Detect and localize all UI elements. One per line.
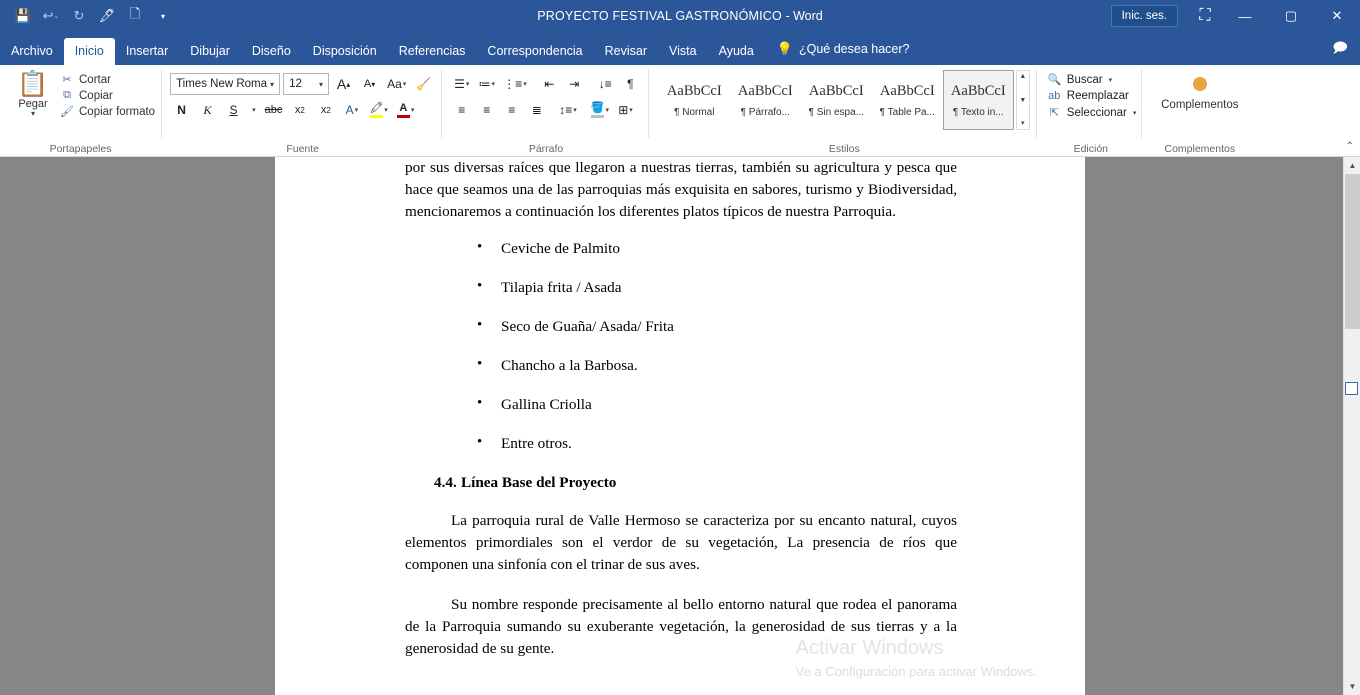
maximize-button[interactable]: ▢ — [1284, 8, 1298, 23]
clipboard-commands — [60, 69, 155, 118]
increase-indent-icon[interactable]: ⇥ — [569, 77, 580, 91]
style-texto-independiente[interactable] — [943, 70, 1014, 130]
ribbon — [0, 65, 1360, 157]
align-right-icon[interactable]: ≡ — [508, 103, 516, 117]
document-page[interactable] — [275, 157, 1085, 695]
scroll-down-icon[interactable]: ▼ — [1344, 678, 1360, 695]
group-estilos — [649, 65, 1036, 157]
tab-archivo[interactable]: Archivo — [11, 43, 53, 58]
quick-access-toolbar — [0, 4, 176, 28]
gallery-scroll-down-icon[interactable]: ▼ — [1019, 96, 1027, 104]
group-label-fuente: Fuente — [286, 143, 320, 155]
tab-disposicion[interactable]: Disposición — [312, 43, 377, 58]
style-normal[interactable] — [659, 70, 730, 130]
chevron-down-icon: ▾ — [270, 79, 275, 89]
group-label-edicion: Edición — [1073, 143, 1109, 155]
addins-icon — [1193, 77, 1207, 91]
copy-button[interactable] — [60, 89, 155, 102]
group-complementos — [1142, 65, 1258, 157]
addins-button[interactable] — [1148, 69, 1252, 111]
format-painter-label: Copiar formato — [79, 105, 156, 118]
underline-button[interactable]: S — [229, 103, 238, 117]
group-label-estilos: Estilos — [828, 143, 860, 155]
editing-commands — [1047, 69, 1137, 119]
title-bar — [0, 0, 1360, 32]
list-item: • Gallina Criolla — [405, 396, 957, 414]
vertical-scrollbar[interactable] — [1343, 157, 1360, 695]
paragraph-1: La parroquia rural de Valle Hermoso se caracteriza por su encanto natural, cuyos elementos primordiales son el verdor de su vegetación, La presencia de ríos que componen una sinfonía con el trinar de sus aves. — [405, 512, 957, 574]
shading-icon[interactable]: 🪣 ▾ — [588, 99, 612, 121]
font-size-combo[interactable] — [283, 73, 329, 95]
style-label: ¶ Sin espa... — [808, 106, 864, 118]
paste-dropdown-icon[interactable]: ▾ — [30, 109, 35, 118]
copy-icon: ⧉ — [63, 89, 71, 101]
paste-label: Pegar — [18, 98, 48, 110]
comments-icon[interactable]: 🗩 — [1332, 38, 1348, 55]
tab-correspondencia[interactable]: Correspondencia — [487, 43, 583, 58]
superscript-button[interactable]: x 2 — [320, 104, 331, 116]
paste-icon: 📋 — [17, 70, 49, 98]
font-color-button[interactable]: A ▾ — [394, 99, 418, 121]
decrease-indent-icon[interactable]: ⇤ — [544, 77, 555, 91]
align-center-icon[interactable]: ≡ — [483, 103, 491, 117]
tell-me-box[interactable] — [765, 35, 920, 65]
undo-icon[interactable]: ↩ ⌄ — [42, 8, 60, 23]
save-icon[interactable]: 💾 — [14, 8, 32, 23]
underline-dropdown-icon[interactable]: ▾ — [252, 107, 256, 114]
styles-gallery-scroll[interactable] — [1016, 70, 1030, 130]
bullets-icon[interactable]: ☰ ▾ — [454, 77, 470, 91]
style-sin-espaciado[interactable] — [801, 70, 872, 130]
section-heading — [405, 474, 957, 492]
para-row-1 — [450, 73, 642, 95]
list-item: • Ceviche de Palmito — [405, 240, 957, 258]
subscript-button[interactable]: x 2 — [294, 104, 305, 116]
dish-list — [405, 240, 957, 453]
chevron-down-icon: ▾ — [1108, 76, 1113, 84]
para-row-2 — [450, 99, 637, 121]
group-fuente — [162, 65, 441, 157]
style-parrafo[interactable] — [730, 70, 801, 130]
document-area — [0, 157, 1360, 695]
tell-me-label: ¿Qué desea hacer? — [798, 42, 910, 56]
style-preview: AaBbCcI — [666, 82, 722, 99]
borders-icon[interactable]: ⊞ ▾ — [618, 103, 633, 117]
group-parrafo — [442, 65, 648, 157]
window-controls — [1111, 0, 1360, 32]
chevron-down-icon: ▾ — [319, 79, 324, 89]
scrollbar-position-marker[interactable] — [1345, 382, 1358, 395]
sign-in-button[interactable]: Inic. ses. — [1111, 5, 1178, 27]
change-case-button[interactable]: Aa ▾ — [387, 77, 407, 91]
tab-ayuda[interactable]: Ayuda — [718, 43, 754, 58]
tab-dibujar[interactable]: Dibujar — [190, 43, 230, 58]
new-doc-icon[interactable]: 🗋 — [129, 6, 141, 21]
style-label: ¶ Texto in... — [952, 106, 1004, 118]
line-spacing-icon[interactable]: ↕≡ ▾ — [559, 103, 577, 117]
group-portapapeles — [0, 65, 161, 157]
replace-icon: ab — [1048, 90, 1061, 102]
group-edicion — [1037, 65, 1141, 157]
ribbon-tabs — [0, 32, 1360, 65]
style-table-paragraph[interactable] — [872, 70, 943, 130]
redo-icon[interactable]: ↻ — [73, 8, 85, 23]
watermark-line-1: Activar Windows — [795, 637, 944, 659]
heading-text: Línea Base del Proyecto — [461, 474, 617, 492]
paragraph-2: Su nombre responde precisamente al bello entorno natural que rodea el panorama de la Parroquia sumando su exuberante vegetación, la generosidad de sus tierras y a la generosidad de su gente. — [405, 596, 957, 658]
bold-button[interactable]: N — [177, 103, 186, 117]
styles-gallery — [659, 69, 1030, 130]
scroll-up-icon[interactable]: ▲ — [1344, 157, 1360, 174]
lightbulb-icon: 💡 — [776, 41, 793, 56]
format-painter-icon: 🖌 — [60, 106, 74, 118]
multilevel-list-icon[interactable]: ⋮≡ ▾ — [503, 77, 527, 91]
font-size-value: 12 — [289, 78, 302, 90]
heading-number: 4.4. — [434, 474, 457, 492]
font-row-1 — [170, 73, 435, 95]
list-item: • Entre otros. — [405, 435, 957, 453]
align-left-icon[interactable]: ≡ — [458, 103, 466, 117]
paste-button[interactable] — [6, 69, 60, 117]
select-label: Seleccionar — [1066, 106, 1127, 119]
highlight-color-icon[interactable]: 🖍 ▾ — [366, 99, 390, 121]
customize-qat-icon[interactable]: ▾ — [160, 11, 165, 21]
addins-label: Complementos — [1161, 99, 1239, 111]
font-name-value: Times New Roma — [176, 78, 268, 90]
app-name: Word — [793, 9, 823, 23]
tab-vista[interactable]: Vista — [669, 43, 697, 58]
replace-button[interactable] — [1047, 90, 1137, 102]
cut-label: Cortar — [79, 73, 111, 86]
search-icon: 🔍 — [1047, 74, 1062, 86]
gallery-scroll-up-icon[interactable]: ▲ — [1019, 73, 1027, 80]
find-label: Buscar — [1066, 73, 1103, 86]
group-label-complementos: Complementos — [1164, 143, 1236, 155]
touch-mode-icon[interactable]: 🖊 — [98, 8, 116, 23]
show-marks-icon[interactable]: ¶ — [627, 77, 634, 91]
style-preview: AaBbCcI — [808, 82, 864, 99]
list-item: • Tilapia frita / Asada — [405, 279, 957, 297]
scrollbar-thumb[interactable] — [1345, 174, 1360, 329]
style-preview: AaBbCcI — [737, 82, 793, 99]
grow-font-button[interactable]: A ▴ — [336, 76, 351, 92]
close-button[interactable]: ✕ — [1331, 8, 1343, 23]
style-label: ¶ Normal — [674, 106, 715, 118]
justify-icon[interactable]: ≣ — [531, 103, 542, 117]
list-item: • Chancho a la Barbosa. — [405, 357, 957, 375]
tab-revisar[interactable]: Revisar — [604, 43, 647, 58]
tab-inicio[interactable]: Inicio — [64, 38, 115, 66]
text-effects-button[interactable]: A ▾ — [345, 103, 359, 117]
group-label-parrafo: Párrafo — [528, 143, 564, 155]
shrink-font-button[interactable]: A ▾ — [363, 78, 376, 90]
tab-referencias[interactable]: Referencias — [398, 43, 466, 58]
style-label: ¶ Table Pa... — [879, 106, 935, 118]
italic-button[interactable]: K — [203, 102, 212, 117]
style-preview: AaBbCcI — [950, 82, 1006, 99]
copy-label: Copiar — [79, 89, 113, 102]
strikethrough-button[interactable]: abc — [264, 104, 283, 116]
paragraph-top: por sus diversas raíces que llegaron a nuestras tierras, también su agricultura y pesca que hace que seamos una de las parroquias más exquisita en sabores, turismo y Biodiversidad, mencionaremos a continuación los diferentes platos típicos de nuestra Parroquia. — [405, 159, 957, 221]
cut-button[interactable] — [60, 73, 155, 86]
replace-label: Reemplazar — [1066, 90, 1129, 102]
minimize-button[interactable]: — — [1238, 8, 1252, 24]
scissors-icon: ✂ — [62, 74, 72, 86]
font-row-2 — [170, 99, 417, 121]
find-button[interactable] — [1047, 73, 1137, 86]
style-label: ¶ Párrafo... — [740, 106, 790, 118]
sort-icon[interactable]: ↓≡ — [598, 77, 612, 91]
numbering-icon[interactable]: ≔ ▾ — [478, 77, 496, 91]
list-item: • Seco de Guaña/ Asada/ Frita — [405, 318, 957, 336]
font-name-combo[interactable] — [170, 73, 280, 95]
select-button[interactable] — [1047, 106, 1137, 119]
tab-diseno[interactable]: Diseño — [251, 43, 291, 58]
document-title: PROYECTO FESTIVAL GASTRONÓMICO — [537, 9, 782, 23]
gallery-more-icon[interactable]: ▾ — [1021, 120, 1025, 127]
format-painter-button[interactable] — [60, 105, 155, 118]
clear-formatting-icon[interactable]: 🧹 — [416, 77, 432, 91]
title-separator: - — [785, 9, 790, 23]
select-icon: ⇱ — [1049, 107, 1059, 119]
group-label-portapapeles: Portapapeles — [49, 143, 112, 155]
style-preview: AaBbCcI — [879, 82, 935, 99]
chevron-down-icon: ▾ — [1132, 109, 1137, 117]
ribbon-display-options-icon[interactable]: ⛶ — [1199, 7, 1211, 24]
watermark-line-2: Ve a Configuración para activar Windows. — [795, 664, 1037, 679]
collapse-ribbon-icon[interactable]: ⌃ — [1345, 141, 1354, 152]
tab-insertar[interactable]: Insertar — [125, 43, 169, 58]
